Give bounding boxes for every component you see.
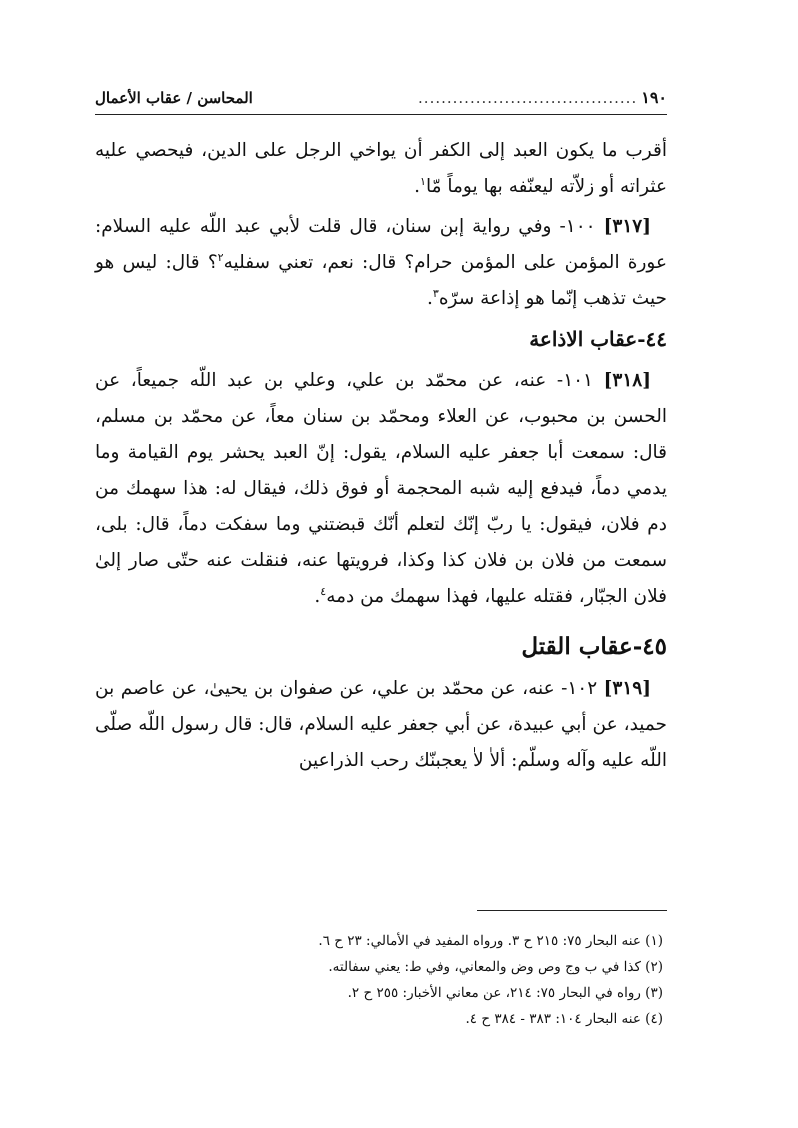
footnote-marker: ٣ [432,286,439,300]
footnote-3: (٣) رواه في البحار ٧٥: ٢١٤، عن معاني الأخبار: ٢٥٥ ح ٢. [347,985,663,1001]
book-page [95,88,667,1098]
section-heading-44: ٤٤-عقاب الاذاعة [529,327,667,351]
main-text [95,133,667,779]
paragraph-text: ١٠١- عنه، عن محمّد بن علي، وعلي بن عبد اللّه جميعاً، عن الحسن بن محبوب، عن العلاء ومحمّد بن سنان معاً، عن محمّد بن مسلم، قال: سمعت أبا جعفر عليه السلام، يقول: إنّ العبد يحشر يوم القيامة وما يدمي دماً، فيدفع إليه شبه المحجمة أو فوق ذلك، فيقال له: هذا سهمك من دم فلان، فيقول: يا ربّ إنّك لتعلم أنّك قبضتني وما سفكت دماً، قال: بلى، سمعت من فلان بن فلان كذا وكذا، فرويتها عنه، فنقلت عنه حتّى صار إلىٰ فلان الجبّار، فقتله عليها، فهذا سهمك من دمه [95,370,667,607]
hadith-number: [٣١٧] [603,216,651,237]
paragraph-text: أقرب ما يكون العبد إلى الكفر أن يواخي الرجل على الدين، فيحصي عليه عثراته أو زلاّته ليعنّفه بها يوماً مّا [95,140,667,197]
paragraph-text: ١٠٠- وفي رواية إبن سنان، قال قلت لأبي عبد اللّه عليه السلام: عورة المؤمن على المؤمن حرام؟ قال: نعم، تعني سفليه [95,216,667,273]
paragraph-text-continued: ؟ قال: ليس هو حيث تذهب إنّما هو إذاعة سرّه [95,252,667,309]
running-title: المحاسن / عقاب الأعمال [95,89,253,107]
hadith-319 [95,671,667,779]
footnote-4: (٤) عنه البحار ١٠٤: ٣٨٣ - ٣٨٤ ح ٤. [465,1011,663,1027]
hadith-317 [95,209,667,317]
footnote-marker: ١ [420,174,426,188]
hadith-number: [٣١٩] [603,678,651,699]
footnotes [95,928,667,1032]
paragraph-end: . [314,586,321,607]
footnote-divider [477,910,667,911]
hadith-number: [٣١٨] [603,370,651,391]
footnote-1: (١) عنه البحار ٧٥: ٢١٥ ح ٣. ورواه المفيد في الأمالي: ٢٣ ح ٦. [318,933,663,949]
section-heading-45: ٤٥-عقاب القتل [521,633,667,660]
paragraph-continuation [95,133,667,205]
paragraph-text: ١٠٢- عنه، عن محمّد بن علي، عن صفوان بن يحيىٰ، عن عاصم بن حميد، عن أبي عبيدة، عن أبي جعفر عليه السلام، قال: قال رسول اللّه صلّى اللّه عليه وآله وسلّم: ألاٰ لاٰ يعجبنّك رحب الذراعين [95,678,667,771]
footnote-2: (٢) كذا في ب وج وص وض والمعاني، وفي ط: يعني سفالته. [328,959,663,975]
footnote-marker: ٢ [217,250,224,264]
leader-dots: ...................................... [418,89,638,107]
paragraph-end: . [414,176,421,197]
running-header [95,88,667,115]
page-number: ١٩٠ [641,88,667,107]
hadith-318 [95,363,667,615]
footnote-marker: ٤ [320,584,327,598]
paragraph-end: . [427,288,433,309]
